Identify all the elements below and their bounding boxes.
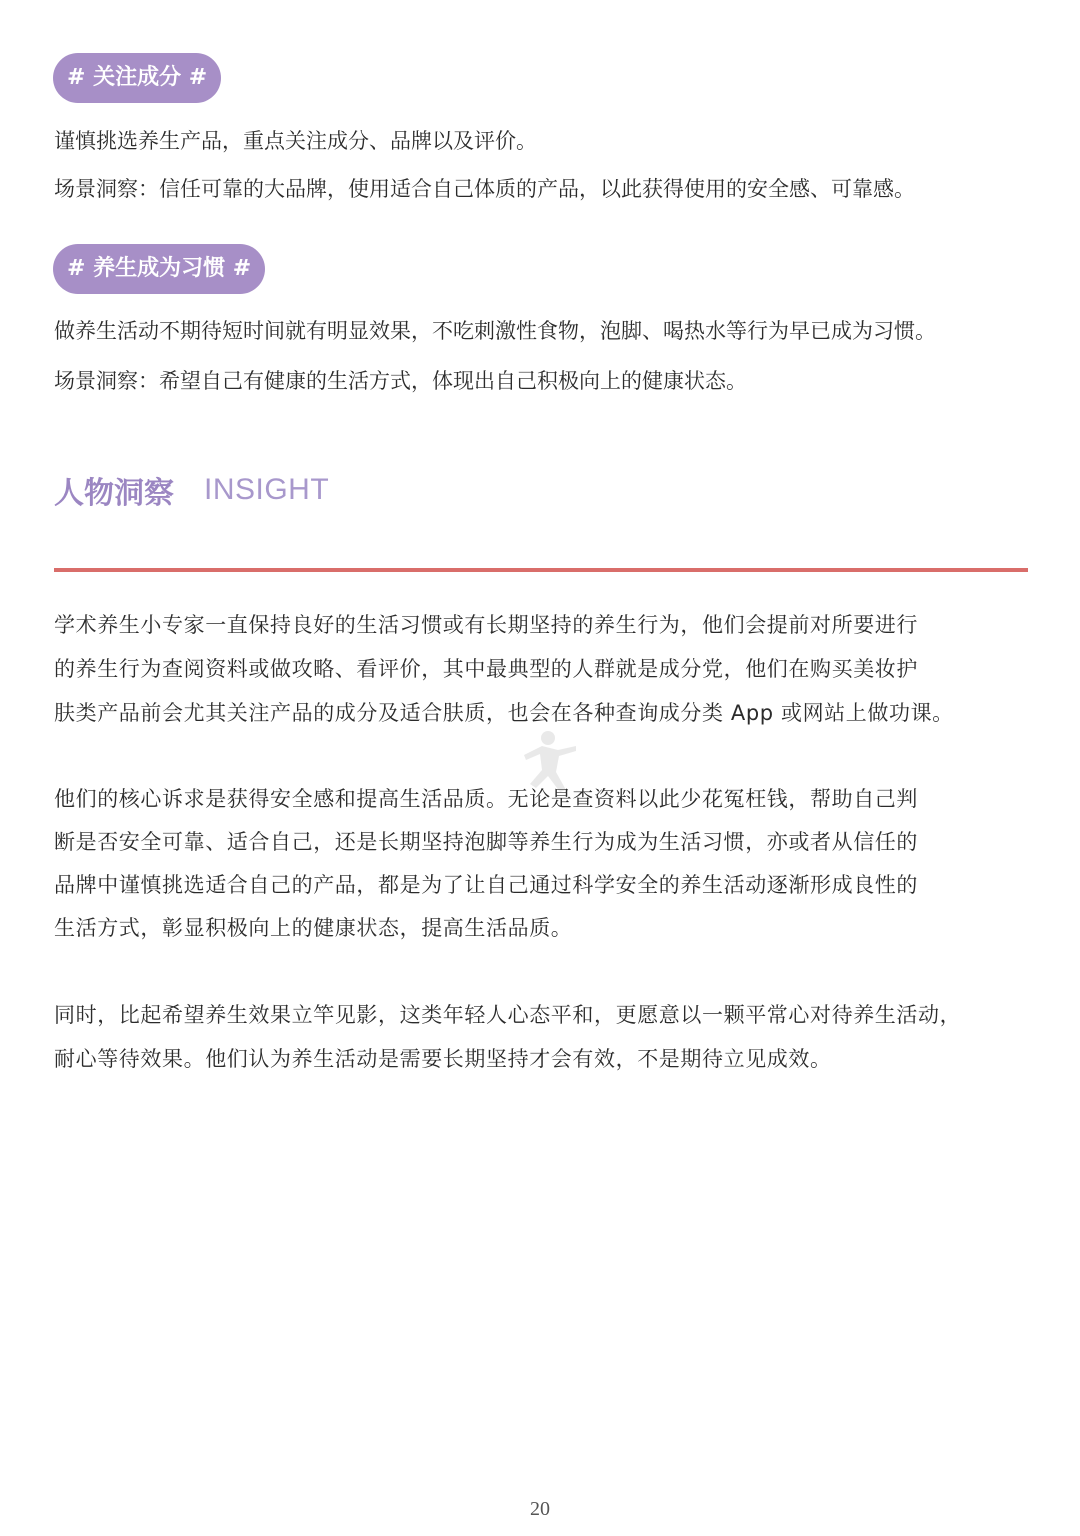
page-number: 20 xyxy=(530,1498,550,1520)
section2-line-1: 做养生活动不期待短时间就有明显效果，不吃刺激性食物，泡脚、喝热水等行为早已成为习惯。 xyxy=(54,319,936,343)
tag-focus-ingredients: # 关注成分 # xyxy=(53,53,221,103)
section2-insight-line: 场景洞察：希望自己有健康的生活方式，体现出自己积极向上的健康状态。 xyxy=(54,369,747,393)
section-divider xyxy=(54,568,1028,572)
paragraph-1-line: 学术养生小专家一直保持良好的生活习惯或有长期坚持的养生行为，他们会提前对所要进行 xyxy=(54,613,918,637)
paragraph-2-line: 生活方式，彰显积极向上的健康状态，提高生活品质。 xyxy=(54,916,573,940)
paragraph-3-line: 耐心等待效果。他们认为养生活动是需要长期坚持才会有效，不是期待立见成效。 xyxy=(54,1047,832,1071)
paragraph-1-line: 的养生行为查阅资料或做攻略、看评价，其中最典型的人群就是成分党，他们在购买美妆护 xyxy=(54,657,918,681)
paragraph-2-line: 他们的核心诉求是获得安全感和提高生活品质。无论是查资料以此少花冤枉钱，帮助自己判 xyxy=(54,787,918,811)
insight-heading xyxy=(54,468,329,518)
tag-health-habit: # 养生成为习惯 # xyxy=(53,244,265,294)
paragraph-1-line: 肤类产品前会尤其关注产品的成分及适合肤质，也会在各种查询成分类 App 或网站上做功课。 xyxy=(54,701,954,725)
insight-title-cn: 人物洞察 xyxy=(54,476,174,511)
paragraph-3-line: 同时，比起希望养生效果立竿见影，这类年轻人心态平和，更愿意以一颗平常心对待养生活动， xyxy=(54,1003,962,1027)
paragraph-2-line: 断是否安全可靠、适合自己，还是长期坚持泡脚等养生行为成为生活习惯，亦或者从信任的 xyxy=(54,830,918,854)
section1-line-1: 谨慎挑选养生产品，重点关注成分、品牌以及评价。 xyxy=(54,129,537,153)
section1-insight-line: 场景洞察：信任可靠的大品牌，使用适合自己体质的产品，以此获得使用的安全感、可靠感。 xyxy=(54,177,915,201)
insight-title-en: INSIGHT xyxy=(204,473,330,506)
paragraph-2-line: 品牌中谨慎挑选适合自己的产品，都是为了让自己通过科学安全的养生活动逐渐形成良性的 xyxy=(54,873,918,897)
